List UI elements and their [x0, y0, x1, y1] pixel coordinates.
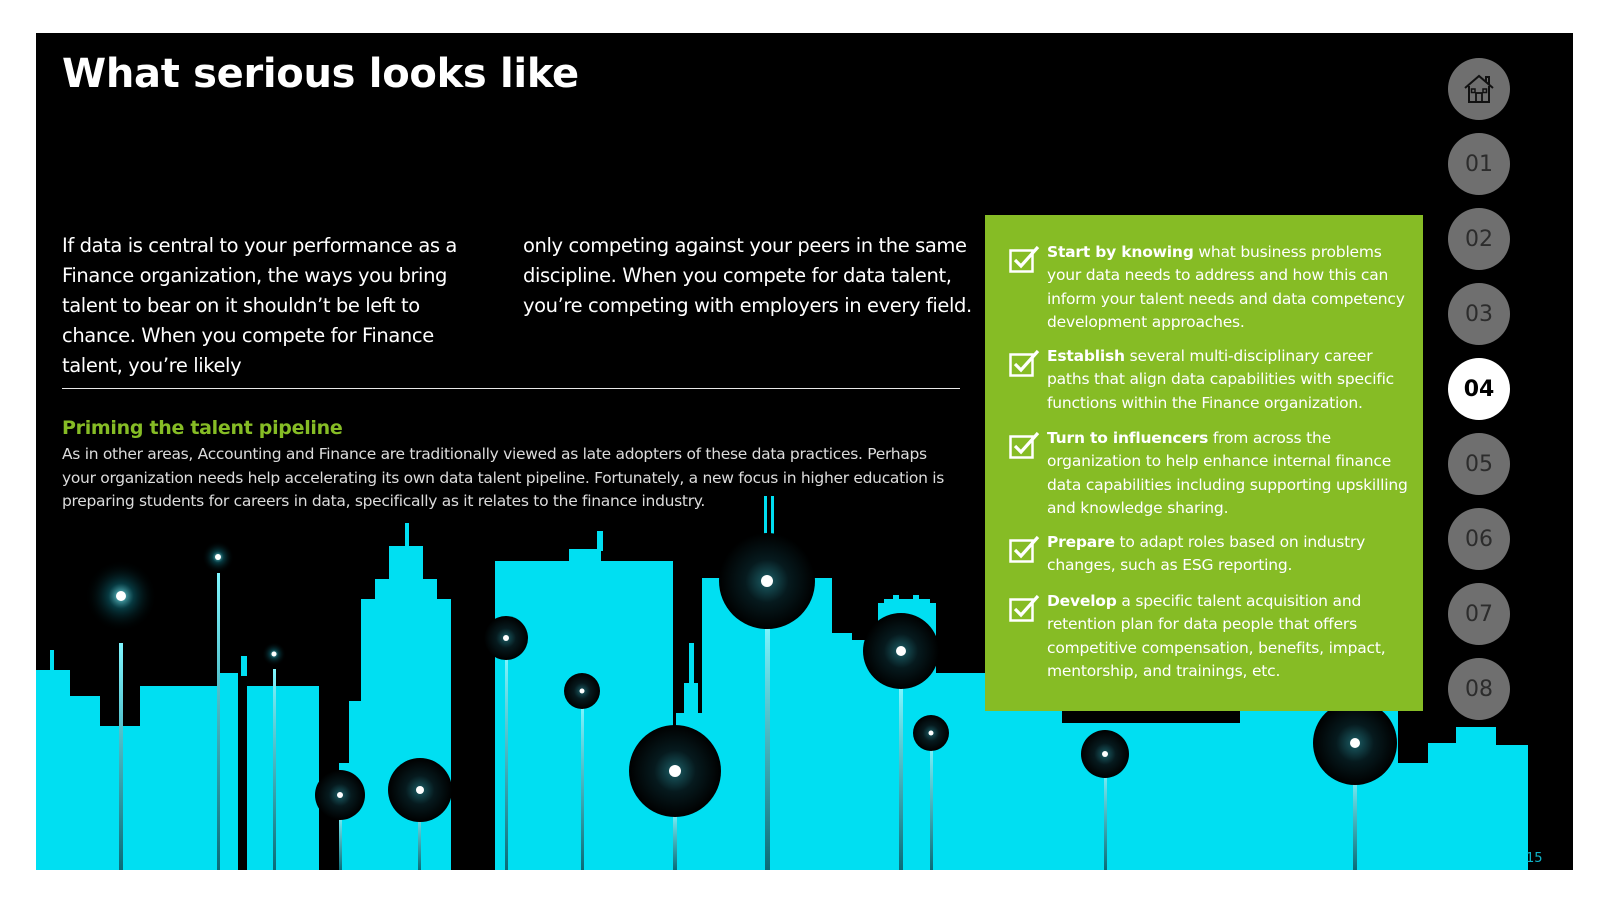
checklist-item-text: to adapt roles based on industry changes, such as ESG reporting.: [1047, 533, 1366, 575]
nav-item-03[interactable]: 03: [1448, 283, 1510, 345]
checklist-item-bold: Develop: [1047, 592, 1117, 610]
checklist-item: [1009, 590, 1409, 683]
checkbox-checked-icon: [1009, 431, 1041, 459]
page-number: 15: [1526, 851, 1543, 866]
checklist-item-bold: Start by knowing: [1047, 243, 1194, 261]
checklist-item-text: several multi-disciplinary career paths that align data capabilities with specific functions within the Finance organization.: [1047, 347, 1394, 412]
checklist-item-text: what business problems your data needs to address and how this can inform your talent needs and data competency development approaches.: [1047, 243, 1405, 331]
nav-item-01[interactable]: 01: [1448, 133, 1510, 195]
checklist-item: [1009, 241, 1409, 334]
nav-item-04[interactable]: 04: [1448, 358, 1510, 420]
divider: [62, 388, 960, 389]
nav-item-06[interactable]: 06: [1448, 508, 1510, 570]
checklist-item: [1009, 531, 1409, 578]
nav-item-05[interactable]: 05: [1448, 433, 1510, 495]
slide-title: What serious looks like: [62, 51, 579, 97]
home-button[interactable]: [1448, 58, 1510, 120]
section-heading: Priming the talent pipeline: [62, 417, 343, 439]
checkbox-checked-icon: [1009, 245, 1041, 273]
nav-item-02[interactable]: 02: [1448, 208, 1510, 270]
checkbox-checked-icon: [1009, 349, 1041, 377]
intro-text-column-1: If data is central to your performance as a Finance organization, the ways you bring talent to bear on it shouldn’t be left to chance. When you compete for Finance talent, you’re likely: [62, 234, 457, 377]
checklist-item: [1009, 345, 1409, 415]
checkbox-checked-icon: [1009, 535, 1041, 563]
checklist-item-bold: Establish: [1047, 347, 1125, 365]
intro-text-column-2: only competing against your peers in the same discipline. When you compete for data talent, you’re competing with employers in every field.: [523, 234, 972, 317]
checklist-item-text: a specific talent acquisition and retention plan for data people that offers competitive compensation, benefits, impact, mentorship, and trainings, etc.: [1047, 592, 1386, 680]
checklist-item: [1009, 427, 1409, 520]
slide: [36, 33, 1573, 870]
house-icon: [1462, 73, 1496, 105]
nav-item-08[interactable]: 08: [1448, 658, 1510, 720]
checklist-item-bold: Turn to influencers: [1047, 429, 1209, 447]
checklist-panel: [985, 215, 1423, 711]
checklist-item-text: from across the organization to help enhance internal finance data capabilities including supporting upskilling and knowledge sharing.: [1047, 429, 1408, 517]
section-body: As in other areas, Accounting and Finance are traditionally viewed as late adopters of these data practices. Perhaps your organization needs help accelerating its own data talent pipeline. Fortunately, a new focus in higher education is preparing students for careers in data, specifically as it relates to the finance industry.: [62, 445, 945, 510]
checkbox-checked-icon: [1009, 594, 1041, 622]
nav-item-07[interactable]: 07: [1448, 583, 1510, 645]
checklist-item-bold: Prepare: [1047, 533, 1115, 551]
